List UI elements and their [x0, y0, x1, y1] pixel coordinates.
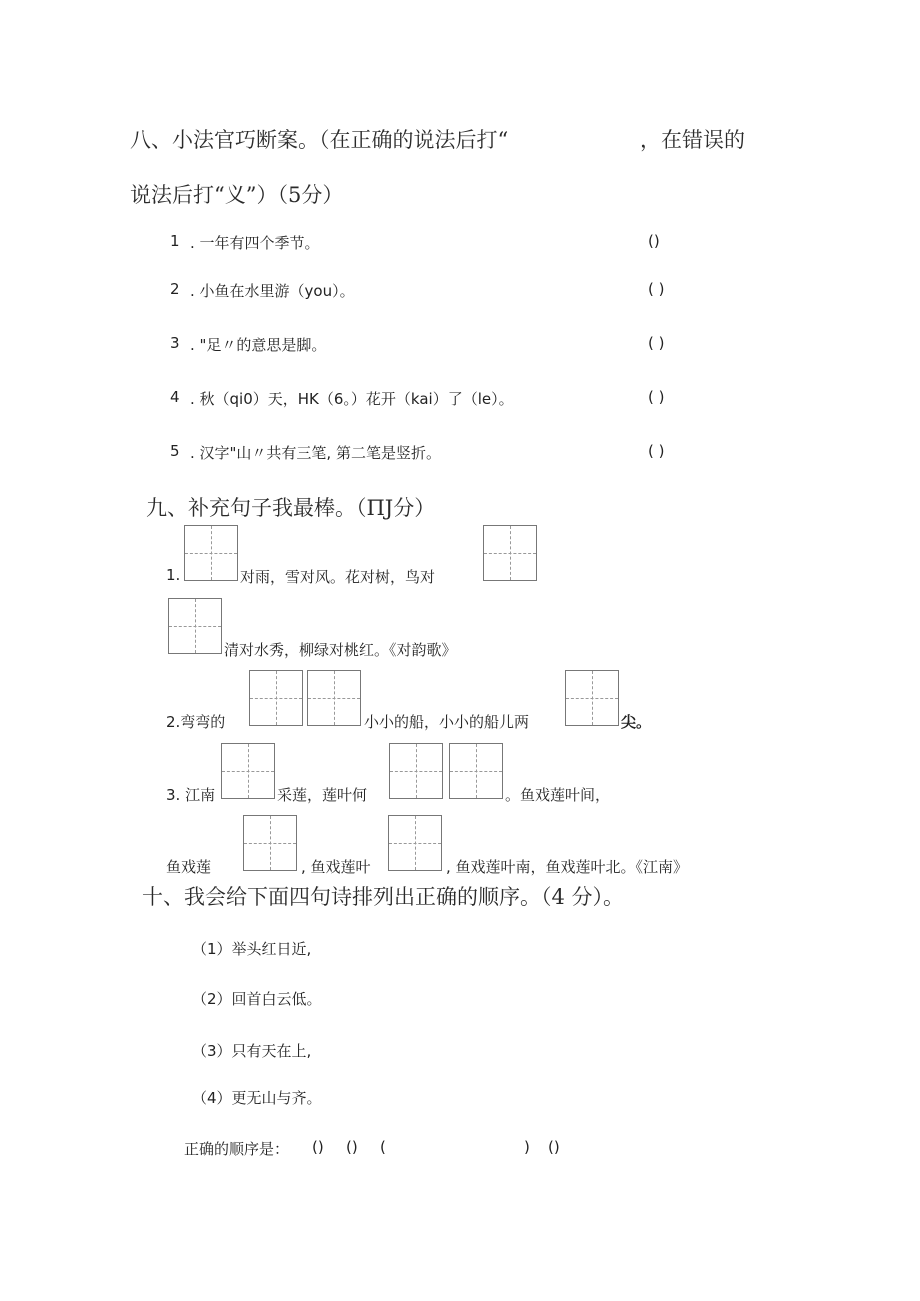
- writing-grid-box[interactable]: [483, 525, 537, 581]
- item-text: . 秋（qi0）天，HK（6。）花开（kai）了（le）。: [190, 390, 514, 408]
- writing-grid-box[interactable]: [449, 743, 503, 799]
- item-text: . 小鱼在水里游（you）。: [190, 282, 355, 300]
- answer-paren[interactable]: ( ): [648, 280, 665, 298]
- line4-prefix: 3. 江南: [166, 786, 216, 804]
- section8-title-line2: 说法后打“义”）（5分）: [130, 183, 344, 207]
- section8-title-line1-b: ，在错误的: [640, 128, 745, 152]
- answer-paren[interactable]: (: [380, 1138, 386, 1156]
- answer-paren[interactable]: (): [548, 1138, 560, 1156]
- answer-paren[interactable]: ( ): [648, 334, 665, 352]
- answer-paren[interactable]: ( ): [648, 442, 665, 460]
- line4-text: 采莲，莲叶何: [277, 786, 368, 804]
- item-text: . 汉字"山〃共有三笔, 第二笔是竖折。: [190, 444, 441, 462]
- writing-grid-box[interactable]: [249, 670, 303, 726]
- poem-line: （4）更无山与齐。: [192, 1089, 322, 1107]
- line1-text: 对雨，雪对风。花对树，鸟对: [240, 568, 436, 586]
- answer-paren[interactable]: ): [524, 1138, 530, 1156]
- section10-title: 十、我会给下面四句诗排列出正确的顺序。（4 分）。: [142, 885, 625, 909]
- line5-text-c: , 鱼戏莲叶南，鱼戏莲叶北。《江南》: [446, 858, 689, 876]
- line5-text-b: , 鱼戏莲叶: [301, 858, 371, 876]
- poem-line: （1）举头红日近,: [192, 940, 312, 958]
- writing-grid-box[interactable]: [389, 743, 443, 799]
- item-number: 1: [170, 232, 180, 250]
- item-number: 3: [170, 334, 180, 352]
- answer-paren[interactable]: ( ): [648, 388, 665, 406]
- line3-prefix: 2.弯弯的: [166, 713, 226, 731]
- line3-text: 小小的船，小小的船儿两: [364, 713, 530, 731]
- item-number: 5: [170, 442, 180, 460]
- line2-text: 清对水秀，柳绿对桃红。《对韵歌》: [224, 641, 457, 659]
- writing-grid-box[interactable]: [221, 743, 275, 799]
- answer-label: 正确的顺序是：: [184, 1140, 290, 1158]
- line5-text-a: 鱼戏莲: [166, 858, 212, 876]
- writing-grid-box[interactable]: [388, 815, 442, 871]
- item-number: 4: [170, 388, 180, 406]
- item-text: . 一年有四个季节。: [190, 234, 320, 252]
- section8-title-line1-a: 八、小法官巧断案。（在正确的说法后打“: [130, 128, 509, 152]
- writing-grid-box[interactable]: [168, 598, 222, 654]
- poem-line: （2）回首白云低。: [192, 990, 322, 1008]
- answer-paren[interactable]: (): [312, 1138, 324, 1156]
- writing-grid-box[interactable]: [307, 670, 361, 726]
- line4-end: 。鱼戏莲叶间，: [505, 786, 611, 804]
- line3-end: 尖。: [621, 713, 652, 731]
- line1-prefix: 1.: [166, 566, 181, 584]
- writing-grid-box[interactable]: [184, 525, 238, 581]
- section9-title: 九、补充句子我最棒。（ΠJ分）: [146, 496, 436, 520]
- poem-line: （3）只有天在上,: [192, 1042, 312, 1060]
- answer-paren[interactable]: (): [648, 232, 660, 250]
- answer-paren[interactable]: (): [346, 1138, 358, 1156]
- writing-grid-box[interactable]: [243, 815, 297, 871]
- item-number: 2: [170, 280, 180, 298]
- writing-grid-box[interactable]: [565, 670, 619, 726]
- item-text: . "足〃的意思是脚。: [190, 336, 327, 354]
